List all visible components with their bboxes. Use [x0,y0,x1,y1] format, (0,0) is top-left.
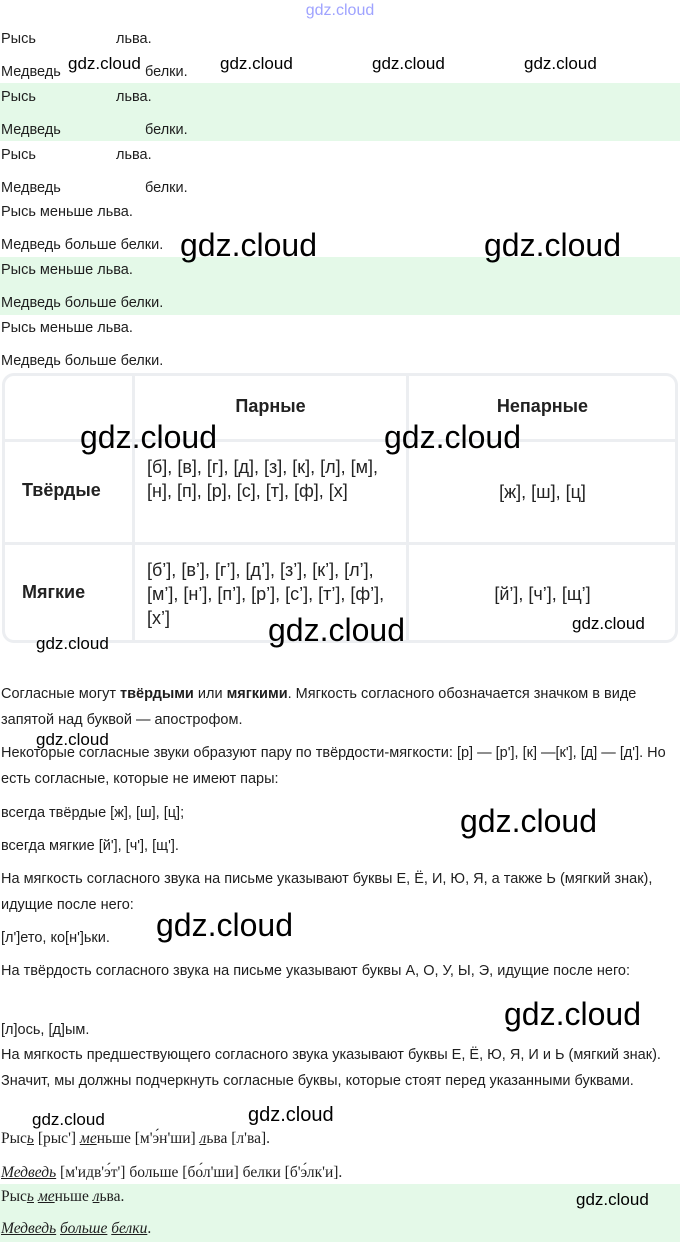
word-lynx: Рысь [1,147,36,163]
watermark: gdz.cloud [484,227,621,263]
watermark: gdz.cloud [248,1104,334,1126]
paragraph-8: [л]ось, [д]ым. [1,1022,90,1038]
watermark: gdz.cloud [384,419,521,455]
paragraph-2: Некоторые согласные звуки образуют пару по твёрдости-мягкости: [р] — [р'], [к] —[к'], [д] — [д']. Но есть согласные, которые не имеют пары: [1,745,666,787]
word-lion: льва. [116,31,152,47]
word-lynx: Рысь [1,89,36,105]
paragraph-4: всегда мягкие [й'], [ч'], [щ']. [1,838,179,854]
watermark: gdz.cloud [572,614,645,633]
soft-unpaired: [й’], [ч’], [щ’] [494,584,591,604]
paragraph-7: На твёрдость согласного звука на письме указывают буквы А, О, У, Ы, Э, идущие после него: [1,963,631,979]
sentence-2: Медведь больше белки. [1,353,164,369]
paragraph-3: всегда твёрдые [ж], [ш], [ц]; [1,805,185,821]
watermark: gdz.cloud [268,612,405,648]
sentence-1: Рысь меньше льва. [1,204,133,220]
word-squirrel: белки. [145,180,188,196]
hard-paired: [б], [в], [г], [д], [з], [к], [л], [м], [н], [п], [р], [с], [т], [ф], [х] [147,457,378,501]
consonants-table [2,373,678,643]
block-6 [0,315,680,373]
watermark: gdz.cloud [372,54,445,73]
word-lynx: Рысь [1,31,36,47]
hard-unpaired: [ж], [ш], [ц] [499,482,586,502]
sentence-2: Медведь больше белки. [1,237,164,253]
watermark: gdz.cloud [36,634,109,653]
final-line-1: Рысь меньше льва. [1,1188,125,1205]
header-paired: Парные [235,396,306,416]
transcription-1: Рысь [рыс'] меньше [м'э́н'ши] льва [л'ва]. [1,1130,270,1147]
watermark: gdz.cloud [80,419,217,455]
word-bear: Медведь [1,64,61,80]
row-soft-label: Мягкие [22,582,86,602]
watermark: gdz.cloud [460,803,597,839]
transcription-2: Медведь [м'идв'э́т'] больше [бо́л'ши] белки [б'э́лк'и]. [1,1164,343,1181]
watermark: gdz.cloud [504,996,641,1032]
paragraph-9: На мягкость предшествующего согласного звука указывают буквы Е, Ё, Ю, Я, И и Ь (мягкий знак). Значит, мы должны подчеркнуть согласные буквы, которые стоят перед указанными буквами. [1,1047,661,1089]
final-line-2: Медведь больше белки. [1,1220,152,1237]
soft-paired: [б’], [в’], [г’], [д’], [з’], [к’], [л’], [м’], [н’], [п’], [р’], [с’], [т’], [ф’], [х’] [147,560,385,628]
word-bear: Медведь [1,122,61,138]
word-lion: льва. [116,89,152,105]
block-3 [0,141,680,199]
row-hard-label: Твёрдые [22,480,101,500]
block-2 [0,83,680,141]
word-bear: Медведь [1,180,61,196]
paragraph-5: На мягкость согласного звука на письме указывают буквы Е, Ё, И, Ю, Я, а также Ь (мягкий знак), идущие после него: [1,871,653,913]
word-squirrel: белки. [145,64,188,80]
sentence-1: Рысь меньше льва. [1,320,133,336]
watermark: gdz.cloud [68,54,141,73]
sentence-2: Медведь больше белки. [1,295,164,311]
sentence-1: Рысь меньше льва. [1,262,133,278]
watermark: gdz.cloud [32,1110,105,1129]
watermark: gdz.cloud [576,1190,649,1209]
paragraph-6: [л']ето, ко[н']ьки. [1,930,110,946]
word-lion: льва. [116,147,152,163]
watermark: gdz.cloud [524,54,597,73]
watermark: gdz.cloud [156,907,293,943]
watermark: gdz.cloud [36,730,109,749]
watermark-top: gdz.cloud [305,2,375,19]
word-squirrel: белки. [145,122,188,138]
block-5 [0,257,680,315]
watermark: gdz.cloud [220,54,293,73]
watermark: gdz.cloud [180,227,317,263]
paragraph-1: Согласные могут твёрдыми или мягкими. Мягкость согласного обозначается значком в виде запятой над буквой — апострофом. [1,686,637,728]
header-unpaired: Непарные [496,396,589,416]
